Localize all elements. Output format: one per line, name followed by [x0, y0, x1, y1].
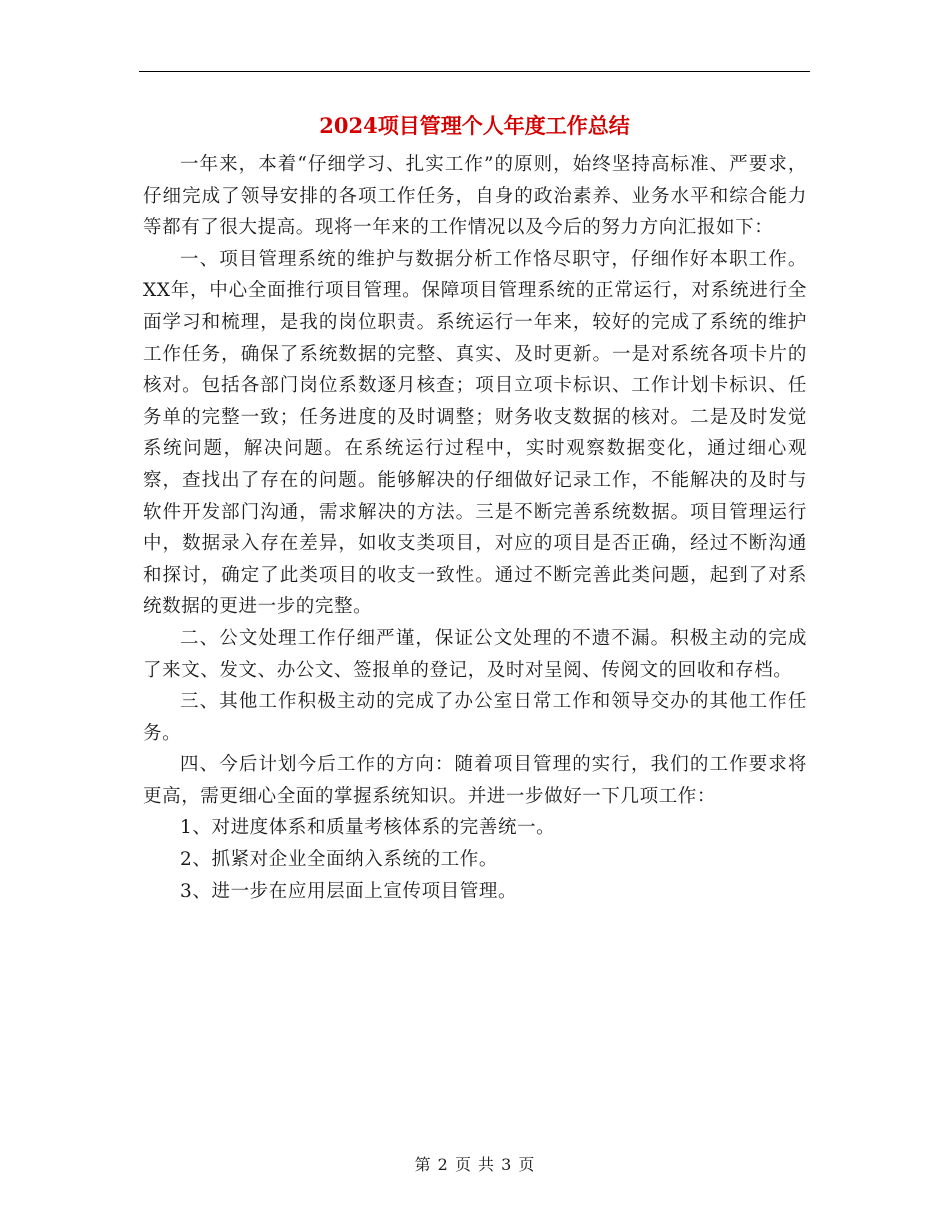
paragraph-section-1: 一、项目管理系统的维护与数据分析工作恪尽职守，仔细作好本职工作。XX年，中心全面推行项目管理。保障项目管理系统的正常运行，对系统进行全面学习和梳理，是我的岗位职责。系统运行一年来，较好的完成了系统的维护工作任务，确保了系统数据的完整、真实、及时更新。一是对系统各项卡片的核对。包括各部门岗位系数逐月核查；项目立项卡标识、工作计划卡标识、任务单的完整一致；任务进度的及时调整；财务收支数据的核对。二是及时发觉系统问题，解决问题。在系统运行过程中，实时观察数据变化，通过细心观察，查找出了存在的问题。能够解决的仔细做好记录工作，不能解决的及时与软件开发部门沟通，需求解决的方法。三是不断完善系统数据。项目管理运行中，数据录入存在差异，如收支类项目，对应的项目是否正确，经过不断沟通和探讨，确定了此类项目的收支一致性。通过不断完善此类问题，起到了对系统数据的更进一步的完整。: [143, 248, 807, 618]
document-body: [143, 149, 807, 907]
paragraph-section-2: 二、公文处理工作仔细严谨，保证公文处理的不遗不漏。积极主动的完成了来文、发文、办公文、签报单的登记，及时对呈阅、传阅文的回收和存档。: [143, 627, 807, 681]
paragraph-section-3: 三、其他工作积极主动的完成了办公室日常工作和领导交办的其他工作任务。: [143, 691, 807, 744]
paragraph-section-4: 四、今后计划今后工作的方向：随着项目管理的实行，我们的工作要求将更高，需更细心全面的掌握系统知识。并进一步做好一下几项工作：: [143, 754, 807, 807]
document-title: 2024项目管理个人年度工作总结: [319, 113, 630, 138]
list-item-3: 3、进一步在应用层面上宣传项目管理。: [180, 880, 518, 902]
list-item-2: 2、抓紧对企业全面纳入系统的工作。: [180, 849, 498, 871]
header-rule: [139, 71, 810, 72]
page-number-footer: 第 2 页 共 3 页: [414, 1155, 536, 1174]
paragraph-intro: 一年来，本着“仔细学习、扎实工作”的原则，始终坚持高标准、严要求，仔细完成了领导安排的各项工作任务，自身的政治素养、业务水平和综合能力等都有了很大提高。现将一年来的工作情况以及今后的努力方向汇报如下：: [143, 154, 807, 239]
list-item-1: 1、对进度体系和质量考核体系的完善统一。: [180, 817, 556, 839]
